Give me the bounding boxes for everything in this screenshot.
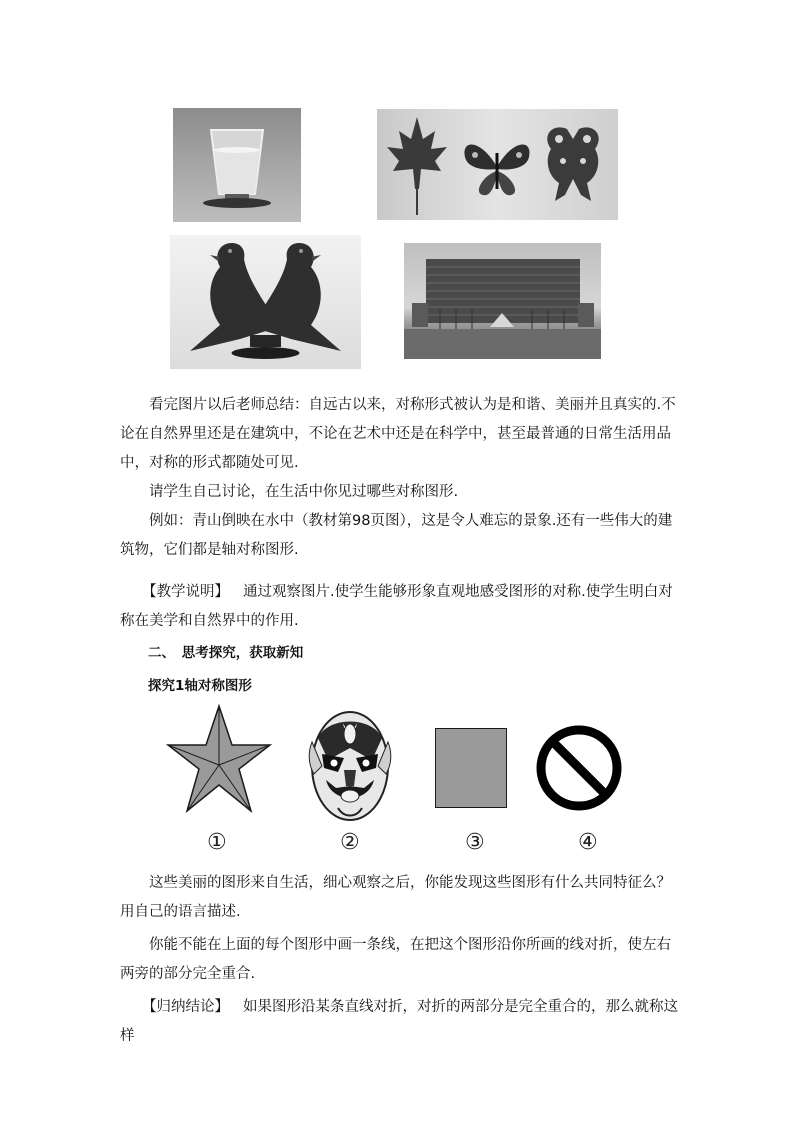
folding-paragraph: 你能不能在上面的每个图形中画一条线，在把这个图形沿你所画的线对折，使左右两旁的部分完全重合. bbox=[120, 937, 671, 982]
teaching-note-text: 通过观察图片.使学生能够形象直观地感受图形的对称.使学生明白对称在美学和自然界中的作用. bbox=[120, 584, 673, 629]
teaching-note-paragraph bbox=[120, 578, 680, 636]
star-figure bbox=[166, 703, 272, 815]
teaching-note-tag: 【教学说明】 bbox=[142, 584, 229, 600]
building-photo bbox=[404, 243, 601, 359]
discussion-paragraph: 请学生自己讨论，在生活中你见过哪些对称图形. bbox=[149, 484, 459, 500]
figure-label-3: ③ bbox=[465, 830, 485, 855]
prohibition-sign-figure bbox=[534, 723, 624, 813]
teacher-summary-paragraph: 看完图片以后老师总结：自远古以来，对称形式被认为是和谐、美丽并且真实的.不论在自然界里还是在建筑中，不论在艺术中还是在科学中，甚至最普通的日常生活用品中，对称的形式都随处可见. bbox=[120, 397, 676, 471]
square-figure bbox=[435, 728, 507, 808]
section-heading: 二、 思考探究，获取新知 bbox=[148, 645, 304, 661]
conclusion-text: 如果图形沿某条直线对折，对折的两部分是完全重合的，那么就称这样 bbox=[120, 999, 678, 1044]
example-paragraph: 例如：青山倒映在水中（教材第98页图），这是令人难忘的景象.还有一些伟大的建筑物，它们都是轴对称图形. bbox=[120, 513, 673, 558]
sub-heading: 探究1轴对称图形 bbox=[148, 678, 252, 694]
conclusion-paragraph bbox=[120, 993, 680, 1051]
figure-label-1: ① bbox=[207, 830, 227, 855]
glass-photo bbox=[173, 108, 301, 222]
observation-paragraph: 这些美丽的图形来自生活，细心观察之后，你能发现这些图形有什么共同特征么？用自己的语言描述. bbox=[120, 875, 671, 920]
conclusion-tag: 【归纳结论】 bbox=[142, 999, 229, 1015]
leaf-butterfly-papercut-photo bbox=[377, 109, 618, 220]
opera-mask-figure bbox=[302, 708, 398, 826]
figure-label-2: ② bbox=[340, 830, 360, 855]
twin-bird-sculpture-photo bbox=[170, 235, 361, 369]
figure-label-4: ④ bbox=[578, 830, 598, 855]
